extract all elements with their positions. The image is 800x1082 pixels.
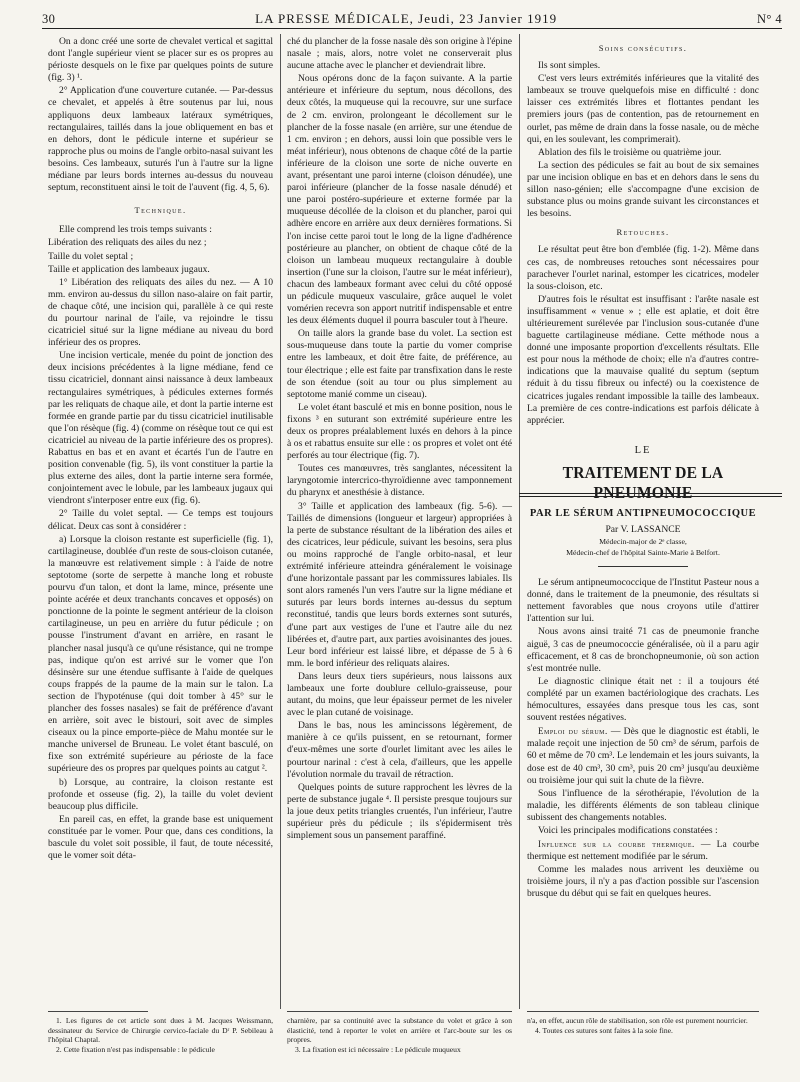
paragraph-text: — La courbe thermique est nettement modifiée par le sérum. [527, 839, 759, 863]
journal-title: LA PRESSE MÉDICALE, Jeudi, 23 Janvier 1919 [255, 11, 558, 26]
paragraph: Nous opérons donc de la façon suivante. A la partie antérieure et inférieure du septum, nous décollons, des deux côtés, la muqueuse qui la recouvre, sur une surface de 2 cm. environ, prolongeant le décollement sur le plancher de la fosse nasale (en arrière, sur une étendue de 1 cm. environ ; en dehors, aussi loin que possible vers le méat inférieur), nous obtenons de chaque côté de la partie inférieure de la cloison une sorte de niche ouverte en avant, présentant une paroi interne (cloison dénudée), une paroi inférieure (plancher de la fosse nasale dénudé) et une paroi postéro-supérieure et externe formée par la muqueuse décollée de la cloison et du plancher, paroi qui adhère encore en arrière aux deux dernières formations. Si l'on incise cette paroi tout le long de la ligne d'adhérence postérieure au plancher, on obtient de chaque côté de la cloison un lambeau muqueux rectangulaire à double insertion (l'une sur la cloison, l'autre sur le méat inférieur), chacun des lambeaux formant avec celui du côté opposé un pédicule muqueux vasculaire, grâce auquel le volet vomérien recevra son apport nutritif indispensable et entre les deux éléments duquel il pourra basculer tout à l'heure. [287, 73, 512, 327]
paragraph: C'est vers leurs extrémités inférieures que la vitalité des lambeaux se trouve quelquefois mise en difficulté : donc laisser ces extrémités libres et flottantes pendant les premiers jours (pas de contention, pas de retournement en ourlet, pas même de drain dans la fosse nasale, ou de mèche qui, en les soulevant, les comprimerait). [527, 73, 759, 145]
section-heading-soins: Soins consécutifs. [598, 43, 688, 53]
author-affiliation: Médecin-chef de l'hôpital Sainte-Marie à Belfort. [566, 548, 720, 558]
list-item: Taille et application des lambeaux jugaux. [48, 263, 210, 275]
article-title: TRAITEMENT DE LA PNEUMONIE [562, 462, 724, 502]
paragraph: Le sérum antipneumococcique de l'Institut Pasteur nous a donné, dans le traitement de la pneumonie, des résultats si nettement favorables que nous croyons utile d'attirer l'attention sur lui. [527, 577, 759, 625]
footnote: n'a, en effet, aucun rôle de stabilisation, son rôle est purement nourricier. [527, 1016, 748, 1025]
paragraph: Dans le bas, nous les amincissons légèrement, de manière à ce qu'ils puissent, en se retournant, former d'eux-mêmes une sorte d'ourlet limitant avec les ailes le pourtour narinal : c'est à cela, d'ailleurs, que les appelle l'évolution normale du travail de rétraction. [287, 720, 512, 780]
article-author: Par V. LASSANCE [605, 524, 681, 535]
paragraph: ché du plancher de la fosse nasale dès son origine à l'épine nasale ; mais, alors, notre volet ne conserverait plus aucune attache avec le plancher et deviendrait libre. [287, 36, 512, 72]
paragraph: Dans leurs deux tiers supérieurs, nous laissons aux lambeaux une forte doublure cellulo-graisseuse, pour autant, du moins, que leur épaisseur permet de les niveler avec le plan cutané de voisinage. [287, 670, 512, 719]
article-subtitle: PAR LE SÉRUM ANTIPNEUMOCOCCIQUE [529, 507, 757, 519]
article-box-rule [519, 493, 782, 494]
paragraph: Ablation des fils le troisième ou quatrième jour. [538, 146, 722, 158]
paragraph: Ils sont simples. [538, 60, 601, 72]
paragraph: b) Lorsque, au contraire, la cloison restante est profonde et osseuse (fig. 2), la taille du volet devient beaucoup plus difficile. [48, 776, 273, 812]
header-rule [42, 28, 782, 29]
article-separator [598, 566, 688, 567]
paragraph: Une incision verticale, menée du point de jonction des deux incisions précédentes à la ligne médiane, fend ce tissu cicatriciel, donnant ainsi naissance à deux lambeaux rectangulaires symétriques, à pédicules externes formés par les reliquats de chaque aile, et dont la partie interne est formée en grande partie par du tissu cicatriciel inutilisable que l'on résèque (fig. 4) (comme on résèque tout ce qui est cicatriciel au niveau de la partie inférieure des os propres). Rabattus en bas et en avant et écartés l'un de l'autre en position convenable (fig. 5), ils vont constituer la partie la plus externe des ailes, dont la partie interne sera formée, conjointement avec le lobule, par les lambeaux jugaux qui viendront s'interposer entre eux (fig. 6). [48, 350, 273, 507]
article-kicker: LE [634, 444, 652, 456]
subheading-emploi: Emploi du sérum. [538, 726, 608, 737]
paragraph [527, 838, 759, 863]
paragraph: On a donc créé une sorte de chevalet vertical et sagittal dont l'angle supérieur vient se placer sur es os propres au périoste desquels on le fixe par quelques points de suture (fig. 3) ¹. [48, 36, 273, 84]
footnote: 2. Cette fixation n'est pas indispensable : le pédicule [56, 1044, 215, 1054]
footnotes-column-1 [48, 1016, 273, 1054]
paragraph: Le résultat peut être bon d'emblée (fig. 1-2). Même dans ces cas, de nombreuses retouches sont nécessaires pour parachever l'ourlet narinal, estomper les cicatrices, modeler la sous-cloison, etc. [527, 244, 759, 292]
paragraph: On taille alors la grande base du volet. La section est sous-muqueuse dans toute la partie du vomer comprise entre les lambeaux, et doit être faite, de préférence, au tour électrique ; elle est faite par transfixation dans le reste de son étendue (soit au tour ou plus simplement au septotome manié comme un ciseau). [287, 328, 512, 400]
paragraph: Elle comprend les trois temps suivants : [59, 224, 212, 236]
paragraph: a) Lorsque la cloison restante est superficielle (fig. 1), cartilagineuse, doublée d'un reste de sous-cloison cutanée, la manœuvre est relativement simple : à l'aide de notre septotome (sorte de serpette à manche long et robuste pourvu d'un talon, et dont la lame, mince, présente une pointe acérée et deux tranchants concaves et opposés) on ponctionne de la pointe le segment antérieur de la cloison cartilagineuse, un peu en arrière du futur pédicule ; on pousse l'instrument d'avant en arrière, en rasant le plancher nasal jusqu'à ce qu'une résistance, qui ne trompe pas, indique qu'on est arrivé sur le vomer que l'on désinsère sur une étendue suffisante à l'aide de quelques coups frappés de la paume de la main sur le talon. La section de l'hypoténuse (qui doit tomber à 45° sur le plancher des fosses nasales) se fait de préférence d'avant en arrière, soit avec le bistouri, soit avec de simples ciseaux ou la pince emporte-pièce de Mahu montée sur le manche universel de Bruneau. Le volet étant basculé, on fixe son extrémité supérieure au périoste de la face supérieure des os propres par quelques points au catgut ². [48, 533, 273, 775]
paragraph: 1° Libération des reliquats des ailes du nez. — A 10 mm. environ au-dessus du sillon naso-alaire on fait partir, de chaque côté, une incision qui, parallèle à ce qui reste du pourtour narinal de l'aile, va rejoindre le tissu cicatriciel situé sur la ligne médiane au niveau du bord inférieur des os propres. [48, 276, 273, 349]
paragraph [527, 725, 759, 786]
footnotes-column-3 [527, 1016, 759, 1035]
article-box-rule [519, 496, 782, 497]
paragraph: Nous avons ainsi traité 71 cas de pneumonie franche aiguë, 3 cas de pneumococcie généralisée, où il a paru agir efficacement, et 8 cas de bronchopneumonie, où son action s'est montrée nulle. [527, 626, 759, 674]
footnote-rule [287, 1011, 512, 1012]
column-2 [287, 36, 512, 843]
page-number: 30 [42, 11, 56, 26]
column-divider [280, 34, 281, 1009]
footnotes-column-2 [287, 1016, 512, 1054]
column-3 [527, 36, 759, 902]
column-divider [519, 34, 520, 1009]
list-item: Libération des reliquats des ailes du nez ; [48, 237, 207, 249]
page-header [42, 8, 782, 30]
paragraph: La section des pédicules se fait au bout de six semaines par une incision oblique en bas et en dehors dans le sens du sillon naso-génien; elle s'accompagne d'une excision de substance plus ou moins grande suivant les circonstances et les besoins. [527, 159, 759, 220]
paragraph: 2° Application d'une couverture cutanée. — Par-dessus ce chevalet, et appelés à être soutenus par lui, nous appliquons deux lambeaux latéraux symétriques, rectangulaires, taillés dans la joue obliquement en bas et en dehors, dont le pédicule interne et supérieur se rapproche plus ou moins de l'angle orbito-nasal suivant les besoins. Ces lambeaux, suturés l'un à l'autre sur la ligne médiane par leurs bords internes au-dessus du nouveau septum, reconstituent ainsi le toit de l'auvent (fig. 4, 5, 6). [48, 85, 273, 194]
footnote-rule [48, 1011, 148, 1012]
paragraph-text: — Dès que le diagnostic est établi, le malade reçoit une injection de 50 cm³ de sérum, parfois de 60 et même de 70 cm³. Le lendemain et les jours suivants, la dose est de 40 cm³, 30 cm³, puis 20 cm³ jusqu'au deuxième ou troisième jour qui suit la chute de la fièvre. [527, 726, 759, 786]
paragraph: 2° Taille du volet septal. — Ce temps est toujours délicat. Deux cas sont à considérer : [48, 508, 273, 532]
paragraph: Toutes ces manœuvres, très sanglantes, nécessitent la laryngotomie intercrico-thyroïdienne avec tamponnement du pharynx et anesthésie à distance. [287, 463, 512, 499]
section-heading-technique: Technique. [134, 205, 187, 216]
paragraph: 3° Taille et application des lambeaux (fig. 5-6). — Taillés de dimensions (longueur et largeur) appropriées à la perte de substance résultant de la libération des ailes et des cicatrices, leur pédicule, suivant les besoins, sera plus ou moins rapproché de l'angle orbito-nasal, et leur extrémité inférieure atteindra généralement le voisinage d'une horizontale passant par les commissures labiales. Ils sont alors ramenés l'un vers l'autre sur la ligne médiane et suturés par leurs bords internes au-dessus du septum reconstitué, tandis que leurs bords externes sont suturés, d'une part aux vestiges de l'une et l'autre aile du nez libérées et, d'autre part, aux parties avoisinantes des joues. Leur bord inférieur est laissé libre, et dépasse de 5 à 6 mm. le bord inférieur des reliquats alaires. [287, 500, 512, 669]
issue-number: N° 4 [756, 11, 782, 26]
author-rank: Médecin-major de 2ᵉ classe, [599, 537, 687, 547]
paragraph: Sous l'influence de la sérothérapie, l'évolution de la maladie, les différents éléments de son tableau clinique subissent des changements notables. [527, 787, 759, 823]
footnote: 3. La fixation est ici nécessaire : Le pédicule muqueux [295, 1044, 461, 1054]
column-1 [48, 36, 273, 863]
section-heading-retouches: Retouches. [616, 227, 670, 238]
paragraph: Quelques points de suture rapprochent les lèvres de la perte de substance jugale ⁴. Il persiste presque toujours sur la joue deux petits triangles cruentés, l'un inférieur, l'autre supérieur près du pédicule ; ils s'épidermisent très simplement sous un pansement paraffiné. [287, 781, 512, 842]
paragraph: Le volet étant basculé et mis en bonne position, nous le fixons ³ en suturant son extrémité supérieure entre les deux os propres préalablement luxés en dehors à la pince à os et rabattus ensuite sur elle : os propres et volet ont été perforés au tour électrique (fig. 7). [287, 401, 512, 462]
footnote: 4. Toutes ces sutures sont faites à la soie fine. [535, 1025, 673, 1035]
footnote: 1. Les figures de cet article sont dues à M. Jacques Weissmann, dessinateur du Service de Chirurgie cervico-faciale du Dʳ P. Sebileau à l'hôpital Chaptal. [48, 1016, 273, 1045]
list-item: Taille du volet septal ; [48, 250, 134, 262]
paragraph: Comme les malades nous arrivent les deuxième ou troisième jours, il n'y a pas d'action possible sur l'ascension brusque du début qui se fait en quelques heures. [527, 864, 759, 900]
footnote-rule [527, 1011, 759, 1012]
paragraph: Voici les principales modifications constatées : [538, 824, 718, 836]
paragraph: D'autres fois le résultat est insuffisant : l'arête nasale est insuffisamment « venue » ; elle est aplatie, et doit être ultérieurement surélevée par l'inclusion sous-cutanée d'une baguette cartilagineuse médiane. Cette méthode nous a donné une imposante proportion d'excellents résultats. Elle est pour nous la méthode de choix; elle n'a d'autres contre-indications que la mauvaise qualité du septum (septum réduit à du tissu fibreux ou infecté) ou la coexistence de cicatrices jugales rendant impossible la taille des lambeaux. La première de ces contre-indications est parfois délicate à apprécier. [527, 293, 759, 426]
paragraph: Le diagnostic clinique était net : il a toujours été complété par un examen bactériologique des crachats. Les hémocultures, essayées dans presque tous les cas, sont souvent restées négatives. [527, 675, 759, 724]
subheading-influence: Influence sur la courbe thermique. [538, 839, 695, 850]
footnote: charnière, par sa continuité avec la substance du volet et grâce à son élasticité, tend à reporter le volet en arrière et l'arc-boute sur les os propres. [287, 1016, 512, 1045]
paragraph: En pareil cas, en effet, la grande base est uniquement constituée par le vomer. Pour que, dans ces conditions, la bascule du volet soit possible, il faut, de toute nécessité, que le vomer soit déta- [48, 813, 273, 862]
